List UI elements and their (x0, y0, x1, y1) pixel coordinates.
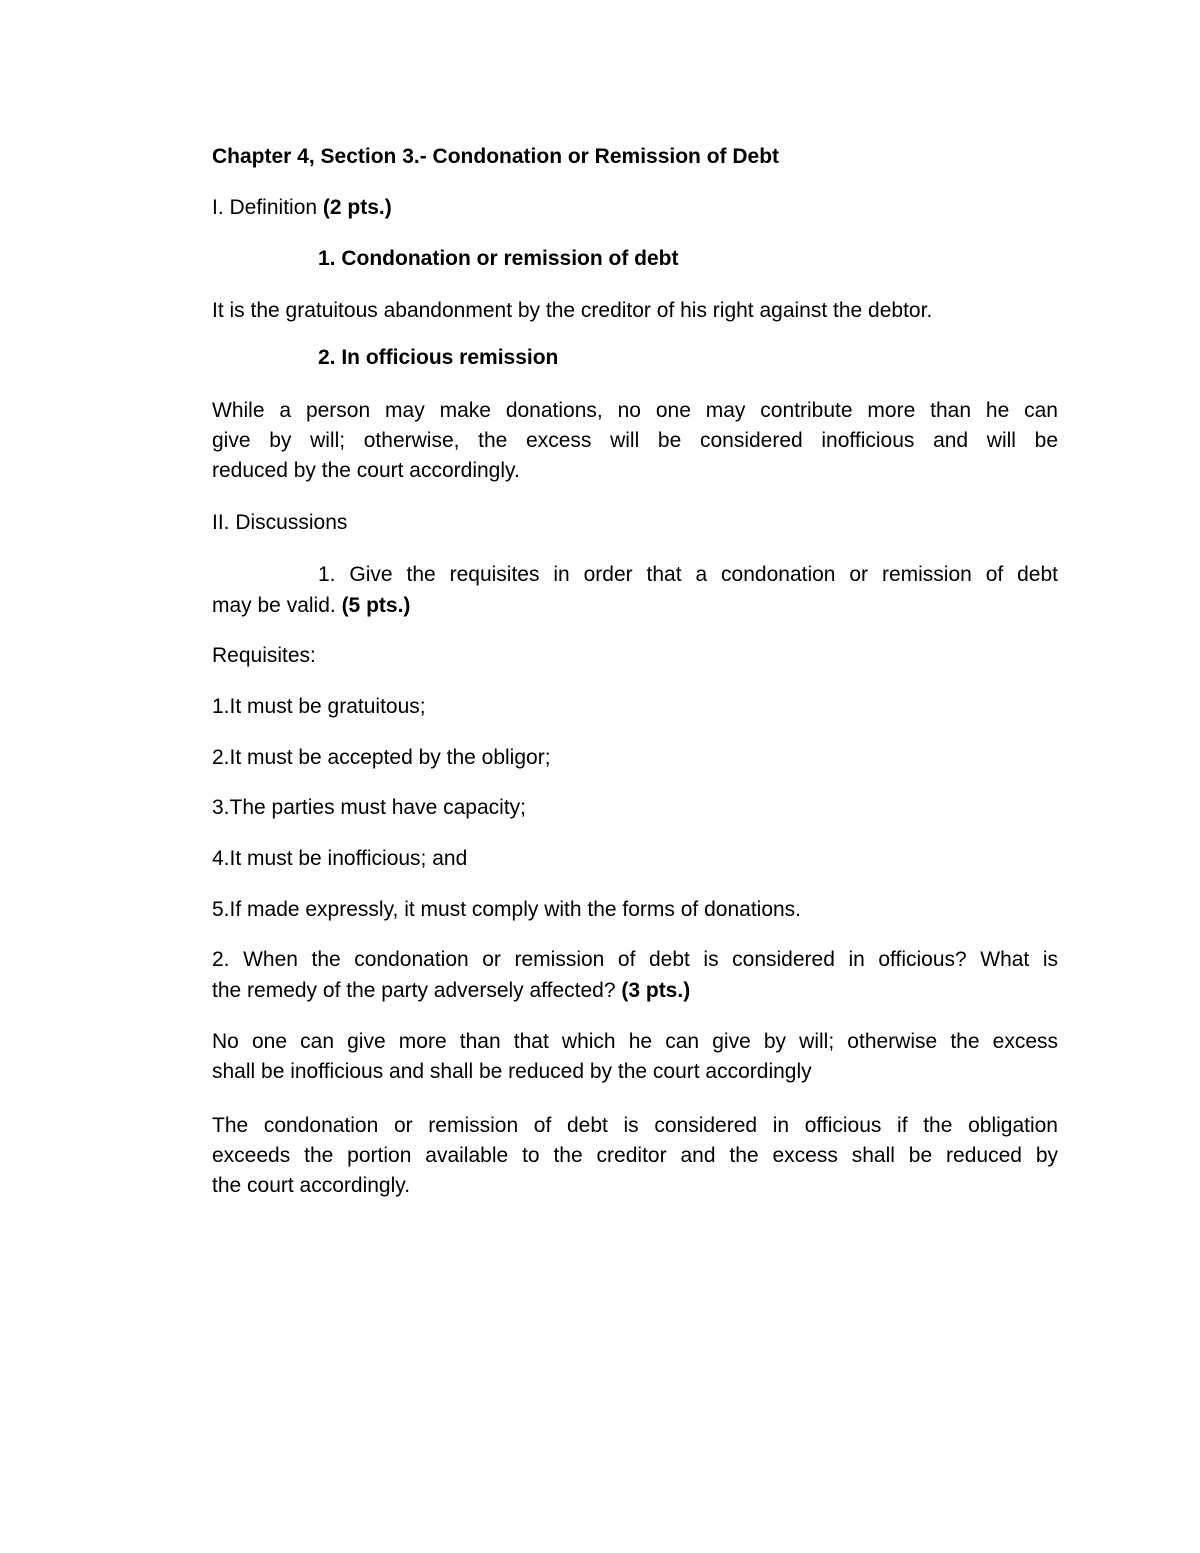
requisite-item: 4.It must be inofficious; and (212, 847, 468, 870)
document-title: Chapter 4, Section 3.- Condonation or Remission of Debt (212, 145, 780, 168)
answer-2-line: the court accordingly. (212, 1174, 411, 1197)
requisite-item: 1.It must be gratuitous; (212, 695, 426, 718)
points-badge: (2 pts.) (322, 196, 392, 219)
requisite-item: 3.The parties must have capacity; (212, 796, 526, 819)
answer-1-line: No one can give more than that which he can give by will; otherwise the excess (212, 1030, 1058, 1053)
requisite-item: 5.If made expressly, it must comply with the forms of donations. (212, 898, 802, 921)
definition-2-text-line: give by will; otherwise, the excess will be considered inofficious and will be (212, 429, 1058, 452)
points-badge: (3 pts.) (621, 979, 691, 1002)
requisites-label: Requisites: (212, 644, 316, 667)
requisite-item: 2.It must be accepted by the obligor; (212, 746, 551, 769)
question-1-line: may be valid. (5 pts.) (212, 594, 411, 617)
definition-1-heading: 1. Condonation or remission of debt (318, 247, 679, 270)
question-2-line: the remedy of the party adversely affected? (3 pts.) (212, 979, 691, 1002)
answer-2-line: exceeds the portion available to the creditor and the excess shall be reduced by (212, 1144, 1058, 1167)
question-2-line: 2. When the condonation or remission of debt is considered in officious? What is (212, 948, 1058, 971)
definition-2-text-line: While a person may make donations, no one may contribute more than he can (212, 399, 1058, 422)
answer-1-line: shall be inofficious and shall be reduced by the court accordingly (212, 1060, 812, 1083)
definition-2-heading: 2. In officious remission (318, 346, 559, 369)
section-definition-heading: I. Definition (2 pts.) (212, 196, 392, 219)
points-badge: (5 pts.) (341, 594, 411, 617)
definition-2-text-line: reduced by the court accordingly. (212, 459, 520, 482)
question-1-line: 1. Give the requisites in order that a condonation or remission of debt (318, 563, 1058, 586)
answer-2-line: The condonation or remission of debt is considered in officious if the obligation (212, 1114, 1058, 1137)
section-discussions-heading: II. Discussions (212, 511, 348, 534)
definition-1-text: It is the gratuitous abandonment by the creditor of his right against the debtor. (212, 299, 933, 322)
